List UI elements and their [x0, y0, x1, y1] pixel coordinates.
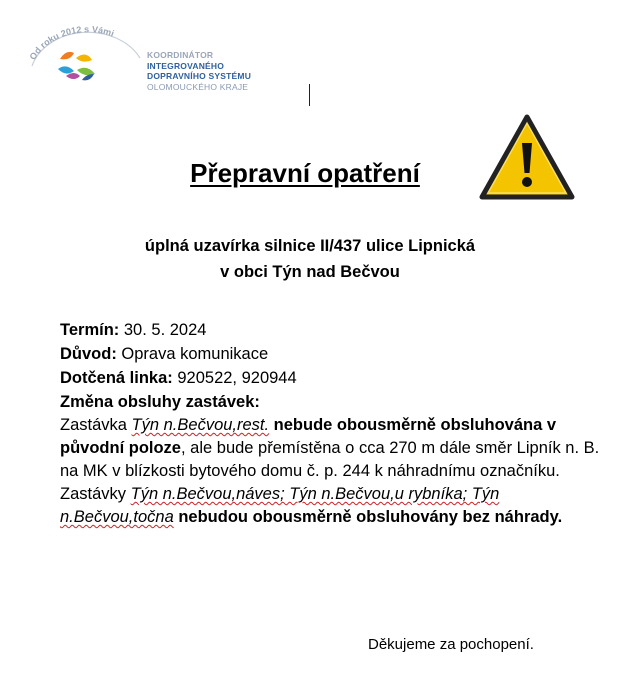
- subtitle-line-1: úplná uzavírka silnice II/437 ulice Lipnická: [144, 237, 476, 255]
- line-value: 920522, 920944: [177, 369, 297, 387]
- stop-change-paragraph-1: [60, 414, 600, 483]
- stop-change-paragraph-2: [60, 483, 600, 529]
- change-label: Změna obsluhy zastávek:: [60, 393, 260, 411]
- para1-prefix: Zastávka: [60, 416, 132, 434]
- term-value: 30. 5. 2024: [123, 321, 207, 339]
- logo-line-3: DOPRAVNÍHO SYSTÉMU: [147, 71, 252, 81]
- reason-label: Důvod:: [60, 345, 117, 363]
- term-row: [60, 318, 600, 342]
- kids-logo: [22, 14, 272, 94]
- subtitle: [100, 233, 520, 285]
- warning-icon: [478, 113, 576, 203]
- page-title: Přepravní opatření: [190, 158, 420, 188]
- logo-line-2: INTEGROVANÉHO: [147, 60, 225, 71]
- logo-arc-text: Od roku 2012 s Vámi: [27, 24, 116, 62]
- line-label: Dotčená linka:: [60, 369, 173, 387]
- reason-value: Oprava komunikace: [121, 345, 269, 363]
- stop-names: Týn n.Bečvou,náves; Týn n.Bečvou,u rybníka; Týn n.Bečvou,točna: [60, 485, 500, 526]
- change-row: [60, 390, 600, 414]
- stop-name: Týn n.Bečvou,rest.: [131, 416, 270, 434]
- thanks-text: Děkujeme za pochopení.: [368, 636, 534, 653]
- line-row: [60, 366, 600, 390]
- para2-prefix: Zastávky: [60, 485, 131, 503]
- logo-mark-icon: [22, 14, 152, 94]
- term-label: Termín:: [60, 321, 120, 339]
- para1-rest: , ale bude přemístěna o cca 270 m dále směr Lipník n. B. na MK v blízkosti bytového domu č. p. 244 k náhradnímu označníku.: [60, 439, 600, 480]
- para2-bold: nebudou obousměrně obsluhovány bez náhrady.: [173, 508, 563, 526]
- reason-row: [60, 342, 600, 366]
- logo-line-1: KOORDINÁTOR: [147, 50, 214, 60]
- notice-body: [60, 318, 600, 529]
- logo-line-4: OLOMOUCKÉHO KRAJE: [147, 81, 249, 92]
- para1-bold: nebude obousměrně obsluhována v původní poloze: [60, 416, 557, 457]
- text-cursor: [309, 84, 310, 106]
- logo-text: [147, 50, 251, 92]
- subtitle-line-2: v obci Týn nad Bečvou: [220, 263, 400, 281]
